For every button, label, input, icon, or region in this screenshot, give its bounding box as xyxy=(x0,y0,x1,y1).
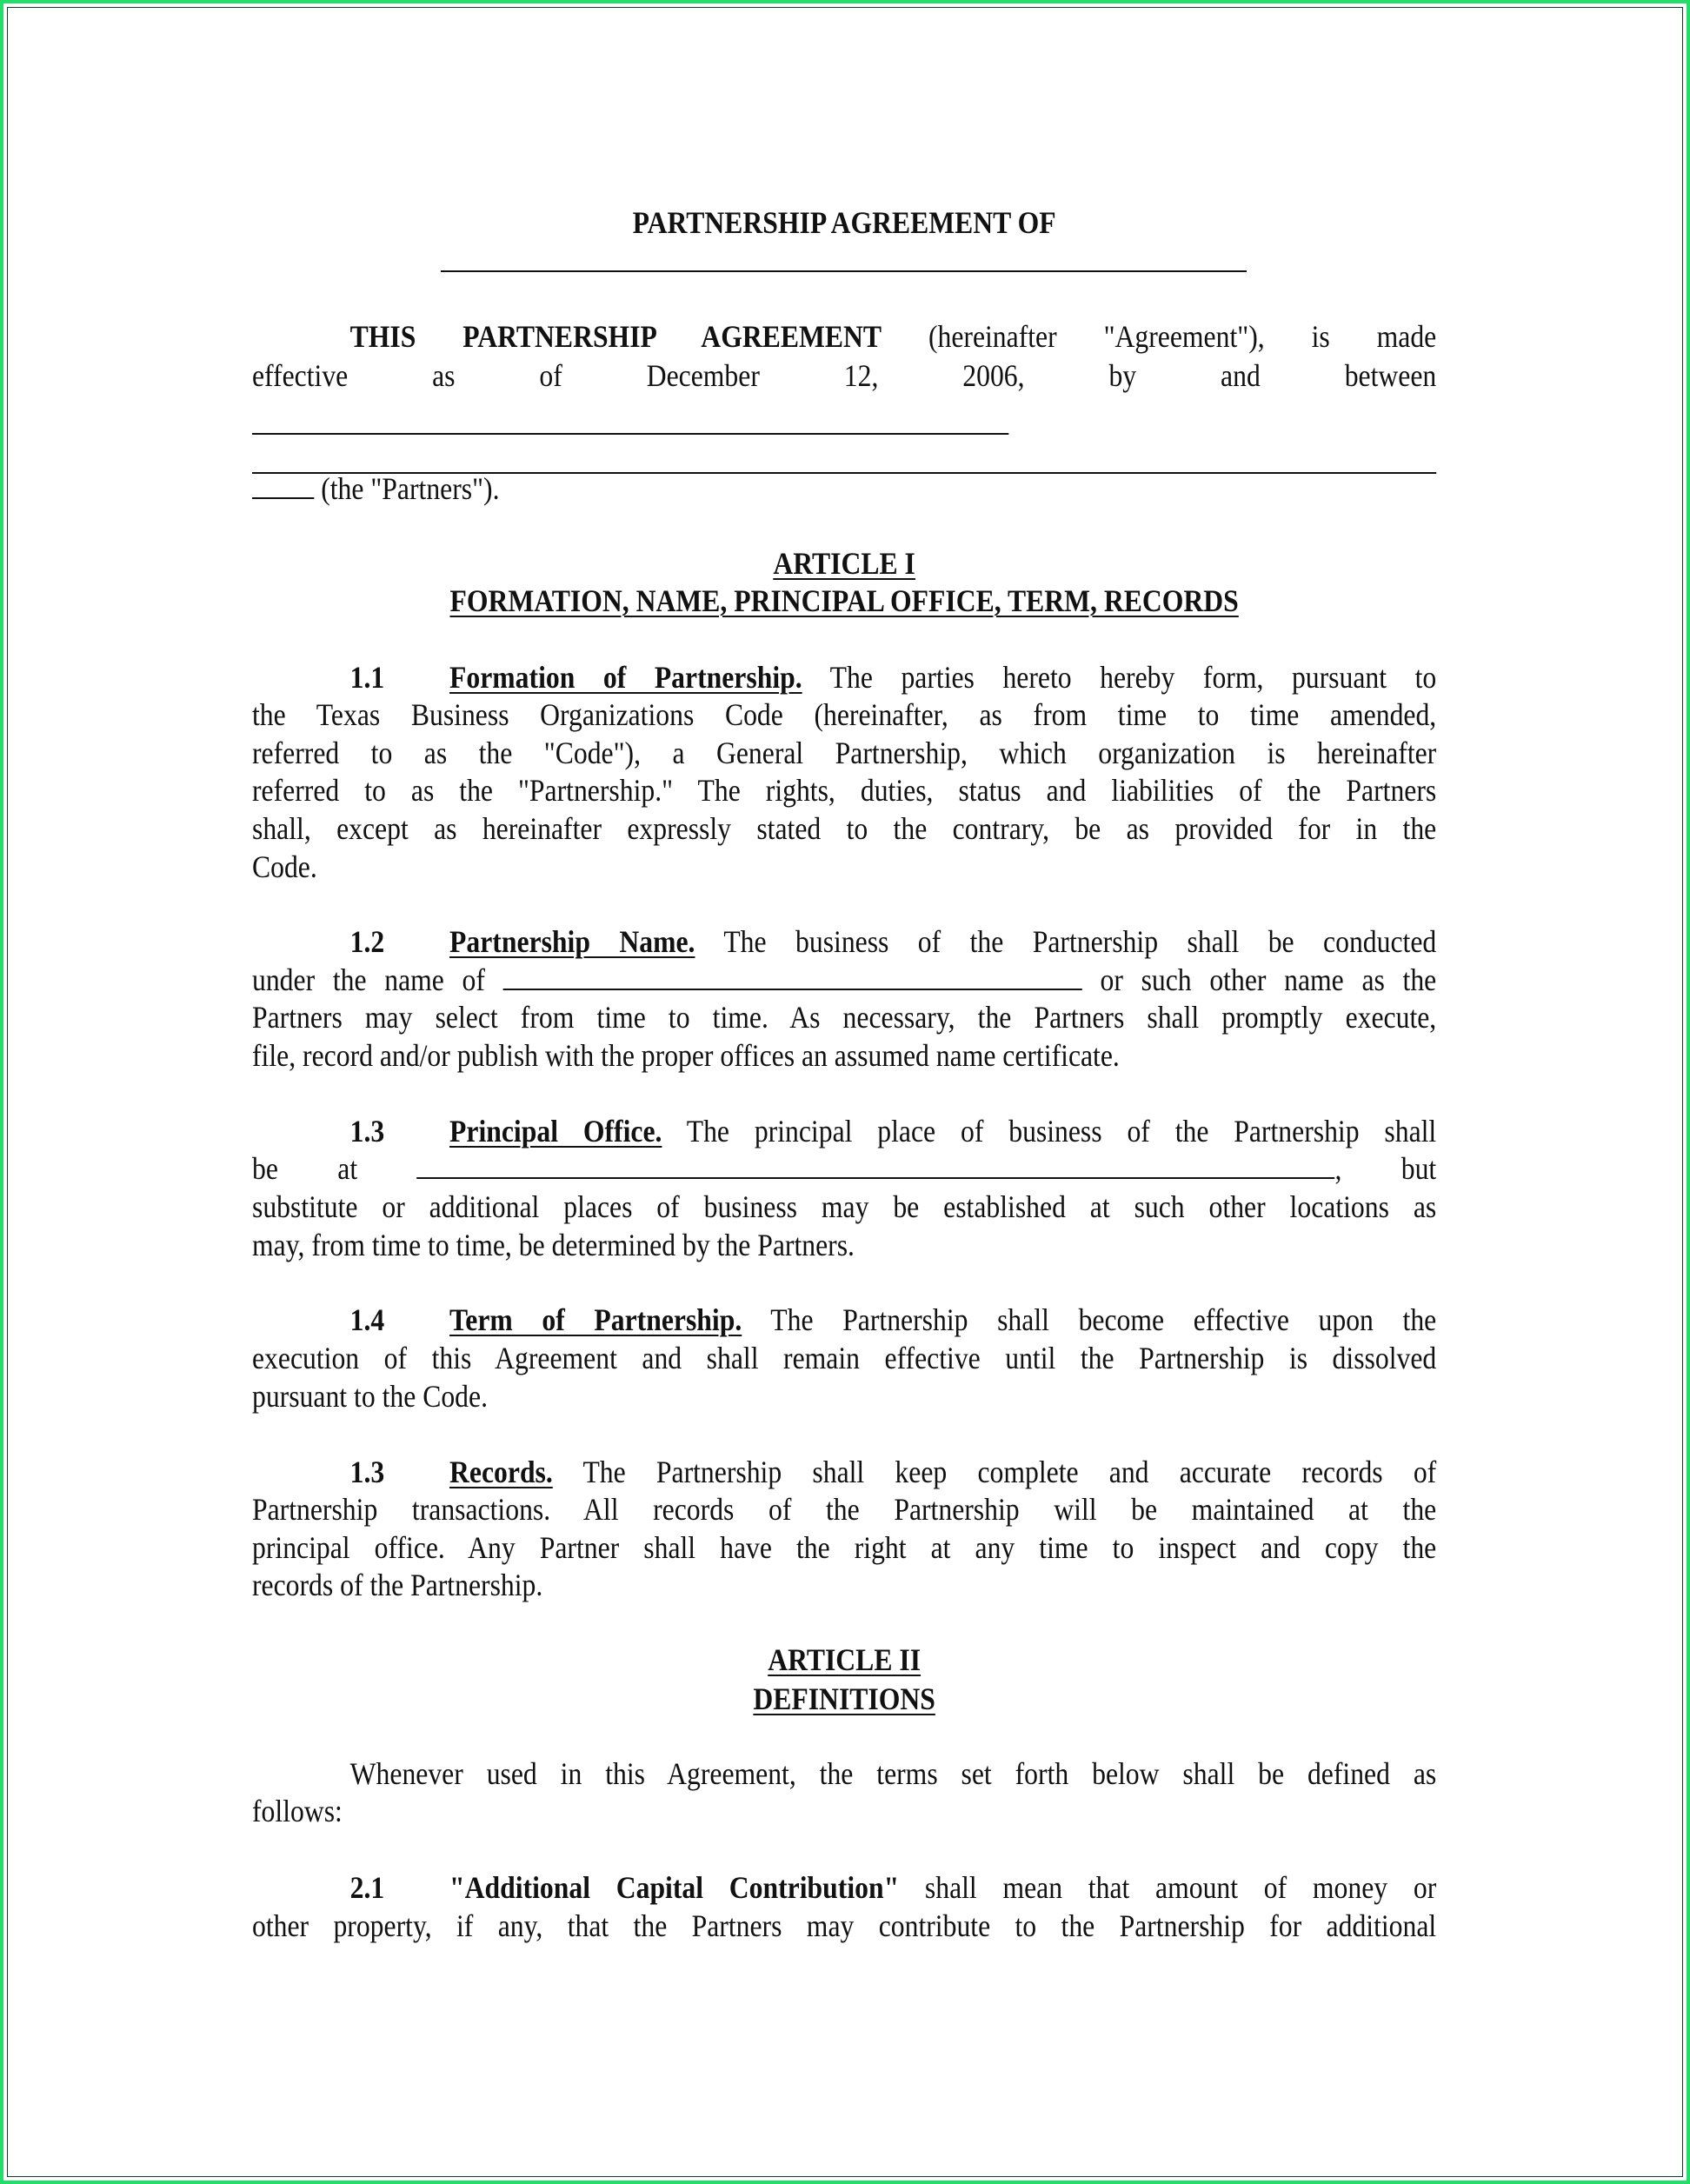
article-1-label xyxy=(252,544,1436,583)
office-address-blank xyxy=(416,1151,1334,1179)
definitions-intro-line-1: Whenever used in this Agreement, the terms set forth below shall be defined as xyxy=(349,1756,1437,1791)
section-1-1-line-6: Code. xyxy=(252,849,317,884)
article-2-label xyxy=(252,1641,1436,1679)
party-blank-1 xyxy=(252,407,1008,435)
section-1-1-line-4: referred to as the "Partnership." The rights, duties, status and liabilities of the Partners xyxy=(252,773,1437,808)
section-1-2-line-3: Partners may select from time to time. As necessary, the Partners shall promptly execute, xyxy=(252,1000,1437,1035)
definitions-intro-line-2: follows: xyxy=(252,1794,343,1828)
section-text: under the name of xyxy=(252,962,503,997)
section-1-4-line-1 xyxy=(252,1301,1436,1339)
article-2-title xyxy=(252,1680,1436,1718)
section-1-3-line-4: may, from time to time, be determined by the Partners. xyxy=(252,1228,855,1262)
intro-bold-lead: THIS PARTNERSHIP AGREEMENT xyxy=(349,319,882,354)
section-text: The Partnership shall keep complete and accurate records of xyxy=(552,1455,1437,1489)
section-1-1-line-2: the Texas Business Organizations Code (hereinafter, as from time to time amended, xyxy=(252,697,1437,732)
article-1-title xyxy=(252,582,1436,620)
section-1-3-line-2 xyxy=(252,1149,1436,1188)
section-number: 1.4 xyxy=(349,1302,385,1337)
definition-term: "Additional Capital Contribution" xyxy=(449,1870,900,1905)
section-number: 1.2 xyxy=(349,924,385,959)
document-title: PARTNERSHIP AGREEMENT OF xyxy=(632,205,1056,240)
intro-line-2: effective as of December 12, 2006, by and between xyxy=(252,358,1437,393)
section-1-2-line-2 xyxy=(252,961,1436,999)
intro-line-5 xyxy=(252,469,1436,508)
intro-line-3 xyxy=(252,405,1436,443)
definition-2-1-line-1 xyxy=(252,1868,1436,1907)
definition-2-1-line-2: other property, if any, that the Partners may contribute to the Partnership for additional xyxy=(252,1908,1437,1943)
section-text: The business of the Partnership shall be conducted xyxy=(695,924,1437,959)
definition-number: 2.1 xyxy=(349,1870,385,1905)
section-1-3-line-1 xyxy=(252,1112,1436,1150)
section-text: be at xyxy=(252,1151,417,1186)
section-1-3-line-3: substitute or additional places of business may be established at such other locations as xyxy=(252,1189,1437,1224)
article-2-label-text: ARTICLE II xyxy=(768,1642,922,1677)
partners-text: (the "Partners"). xyxy=(314,471,500,506)
section-records-line-1 xyxy=(252,1453,1436,1491)
intro-text: (hereinafter "Agreement"), is made xyxy=(882,319,1437,354)
article-2-title-text: DEFINITIONS xyxy=(753,1681,935,1716)
document-page xyxy=(252,0,1436,2184)
definition-text: shall mean that amount of money or xyxy=(899,1870,1437,1905)
article-1-title-text: FORMATION, NAME, PRINCIPAL OFFICE, TERM, RECORDS xyxy=(449,583,1239,618)
section-records-line-2: Partnership transactions. All records of the Partnership will be maintained at the xyxy=(252,1492,1437,1527)
section-heading: Partnership Name. xyxy=(449,924,695,959)
section-1-2-line-1 xyxy=(252,922,1436,961)
section-text: The principal place of business of the Partnership shall xyxy=(662,1114,1437,1149)
section-number: 1.1 xyxy=(349,660,385,695)
section-number: 1.3 xyxy=(349,1114,385,1149)
section-number: 1.3 xyxy=(349,1455,385,1489)
section-heading: Principal Office. xyxy=(449,1114,662,1149)
article-1-label-text: ARTICLE I xyxy=(773,546,915,581)
party-blank-3 xyxy=(252,471,314,499)
section-1-1-line-1 xyxy=(252,658,1436,696)
section-1-4-line-3: pursuant to the Code. xyxy=(252,1379,488,1414)
section-heading: Term of Partnership. xyxy=(449,1302,742,1337)
section-1-1-line-5: shall, except as hereinafter expressly stated to the contrary, be as provided for in the xyxy=(252,811,1437,846)
section-heading: Formation of Partnership. xyxy=(449,660,802,695)
section-text: The parties hereto hereby form, pursuant to xyxy=(802,660,1437,695)
section-text: The Partnership shall become effective upon the xyxy=(742,1302,1437,1337)
section-text: , but xyxy=(1334,1151,1437,1186)
section-text: or such other name as the xyxy=(1081,962,1437,997)
intro-line-1 xyxy=(252,317,1436,356)
business-name-blank xyxy=(503,962,1082,990)
section-1-4-line-2: execution of this Agreement and shall remain effective until the Partnership is dissolved xyxy=(252,1341,1437,1375)
section-1-2-line-4: file, record and/or publish with the proper offices an assumed name certificate. xyxy=(252,1038,1120,1073)
section-records-line-4: records of the Partnership. xyxy=(252,1568,543,1602)
section-records-line-3: principal office. Any Partner shall have the right at any time to inspect and copy the xyxy=(252,1530,1437,1565)
section-1-1-line-3: referred to as the "Code"), a General Partnership, which organization is hereinafter xyxy=(252,736,1437,770)
section-heading: Records. xyxy=(449,1455,553,1489)
